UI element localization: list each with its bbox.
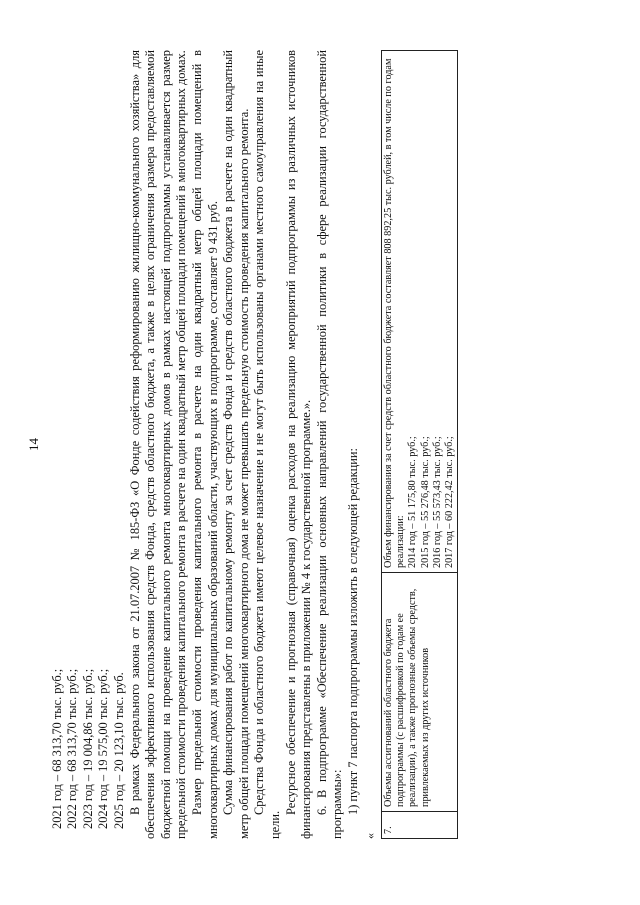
funding-by-year-list [50,50,128,829]
row-value [382,51,458,573]
year-line: 2024 год – 19 575,00 тыс. руб.; [96,668,111,829]
value-line: 2016 год – 55 573,43 тыс. руб.; [431,436,443,568]
table-row [382,51,458,839]
paragraph-resource-support: Ресурсное обеспечение и прогнозная (справочная) оценка расходов на реализацию мероприятий подпрограммы из различных источников финансирования представлены в приложении № 4 к государственной программе.». [283,50,314,839]
paragraph-target-use: Средства Фонда и областного бюджета имеют целевое назначение и не могут быть использованы органами местного самоуправления на иные цели. [252,50,282,839]
paragraph-max-cost: Размер предельной стоимости проведения капитального ремонта в расчете на один квадратный метр общей площади помещений в многоквартирных домах для муниципальных образований области, участвующих в подпрограмме, составляет 9 431 руб. [189,50,220,839]
value-line: 2015 год – 55 276,48 тыс. руб.; [419,436,431,568]
row-label: Объемы ассигнований областного бюджета подпрограммы (с расшифровкой по годам ее реализации), а также прогнозные объемы средств, привлекаемых из других источников [382,573,458,812]
page-number: 14 [26,438,41,451]
paragraph-funding-sum: Сумма финансирования работ по капитальному ремонту за счет средств Фонда и средств областного бюджета в расчете на один квадратный метр общей площади помещений многоквартирного дома не может превышать предельную стоимость проведения капитального ремонта. [221,50,251,839]
paragraph-subprogram-6: 6. В подпрограмме «Обеспечение реализации основных направлений государственной политики в сфере реализации государственной программы»: [314,50,345,839]
row-number: 7. [382,812,458,839]
value-line: Объем финансирования за счет средств областного бюджета составляет 808 892,25 тыс. рублей, в том числе по годам реализации: [383,58,407,568]
value-line: 2014 год – 51 175,80 тыс. руб.; [407,436,419,568]
paragraph-federal-law: В рамках Федерального закона от 21.07.2007 № 185-ФЗ «О Фонде содействия реформированию жилищно-коммунального хозяйства» для обеспечения эффективного использования средств Фонда, средств областного бюджета, а также в целях ограничения размера предоставляемой бюджетной помощи на проведение капитального ремонта многоквартирных домов в рамках настоящей подпрограммы устанавливается размер предельной стоимости проведения капитального ремонта в расчете на один квадратный метр общей площади помещений в многоквартирных домах. [127,50,189,839]
year-line: 2025 год – 20 123,10 тыс. руб. [111,672,126,829]
year-line: 2023 год – 19 004,86 тыс. руб.; [80,668,95,829]
opening-quote: « [363,833,378,839]
passport-table [381,50,458,839]
year-line: 2022 год – 68 313,70 тыс. руб.; [65,668,80,829]
year-line: 2021 год – 68 313,70 тыс. руб.; [49,668,64,829]
paragraph-item-7: 1) пункт 7 паспорта подпрограммы изложить в следующей редакции: [345,448,360,815]
value-line: 2017 год – 60 222,42 тыс. руб.; [444,436,456,568]
